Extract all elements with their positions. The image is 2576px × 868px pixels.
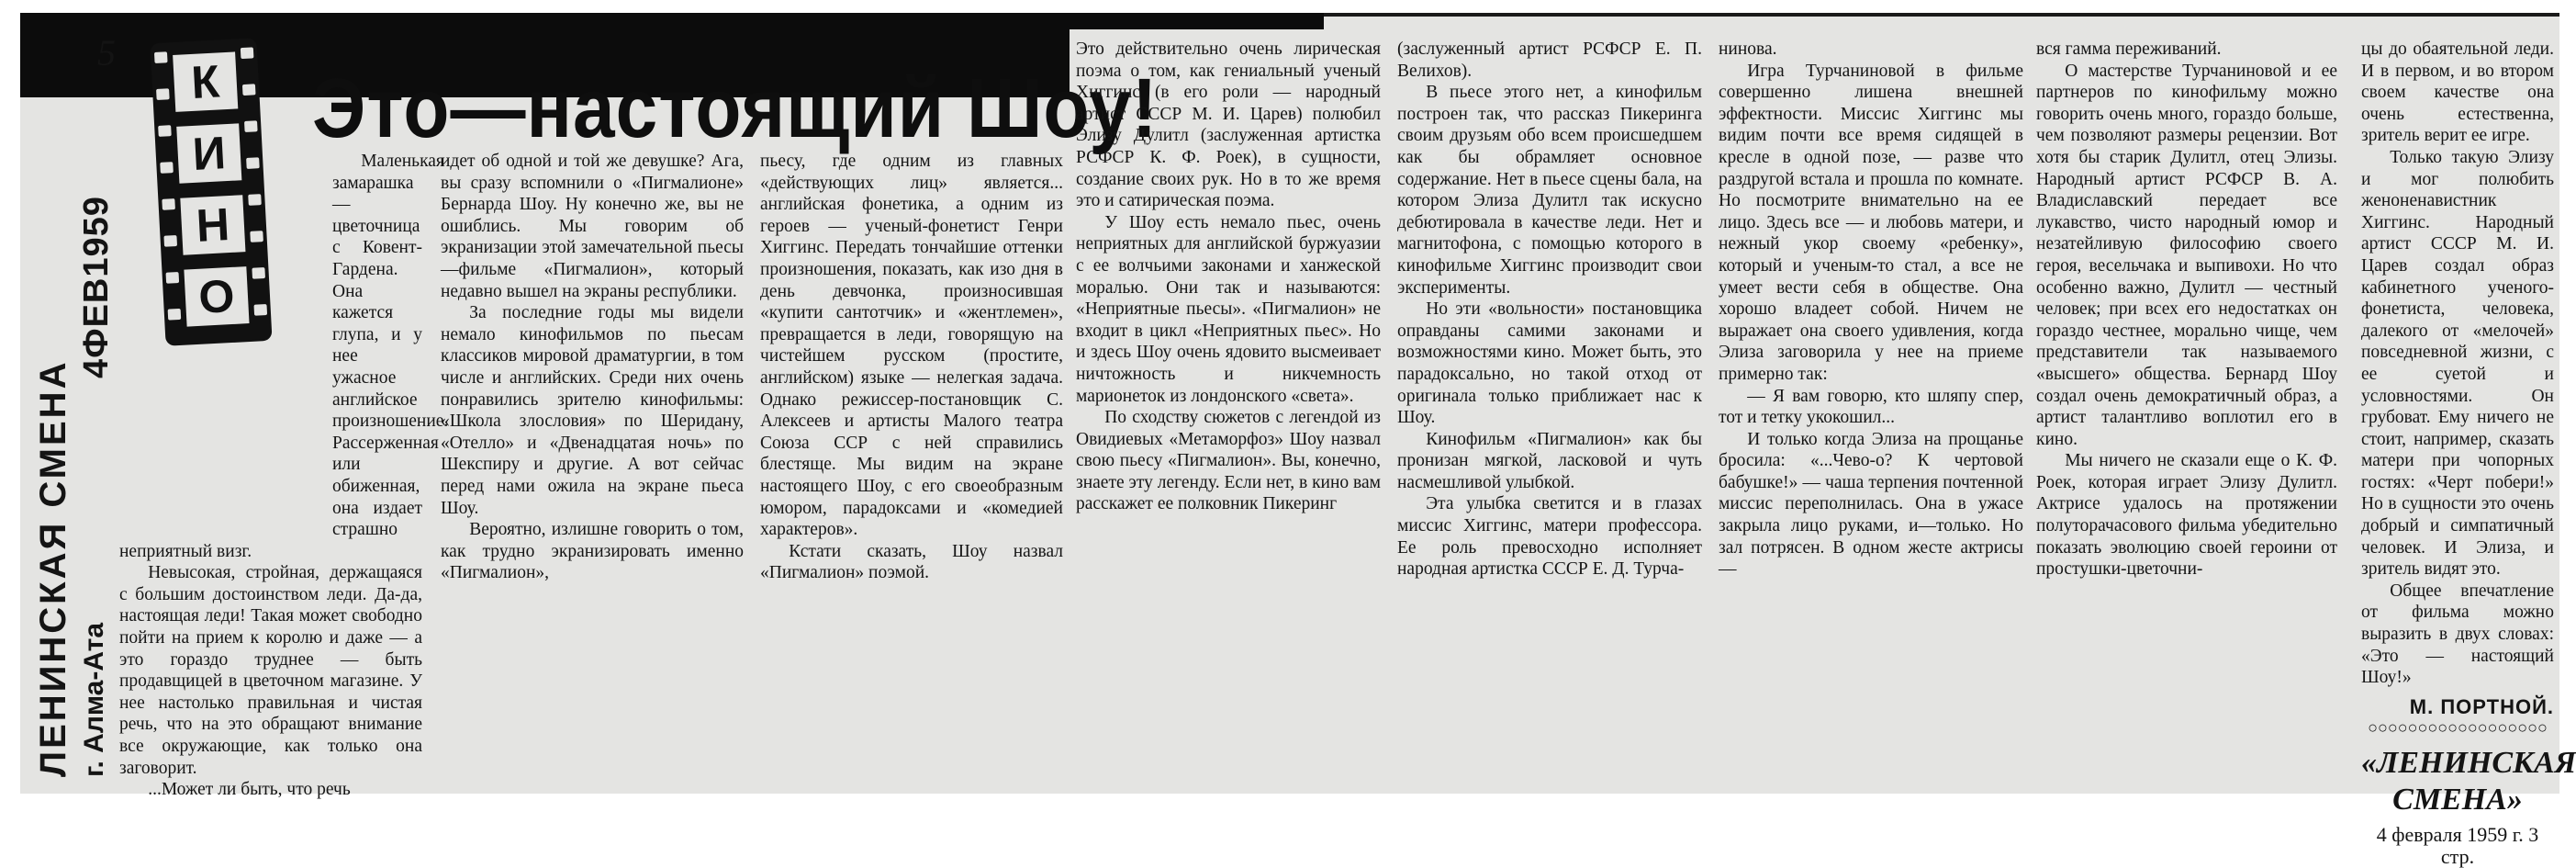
column-8 (2361, 39, 2576, 868)
corner-mark: 5 (97, 32, 116, 73)
vertical-paper-name: ЛЕНИНСКАЯ СМЕНА (33, 359, 73, 777)
paragraph: И только когда Элиза на прощанье бросила: «...Чево-о? К чертовой бабушке!» — чаша терпения почтенной миссис переполнилась. Она в ужасе закрыла лицо руками, и—только. Но зал потрясен. В одном жесте актрисы — (1719, 429, 2023, 580)
paragraph: У Шоу есть немало пьес, очень неприятных для английской буржуазии с ее волчьими законами и ханжеской моралью. Они так и называются: «Неприятные пьесы». «Пигмалион» не входит в цикл «Неприятных пьес». Но и здесь Шоу очень ядовито высмеивает ничтожность и никчемность марионеток из лондонского «света». (1076, 212, 1381, 406)
column-6 (1719, 39, 2023, 792)
scan-edge-top-right (1324, 13, 2559, 17)
paragraph: Кинофильм «Пигмалион» как бы пронизан мягкой, ласковой и чуть насмешливой улыбкой. (1397, 429, 1702, 492)
paragraph: За последние годы мы видели немало кинофильмов по пьесам классиков мировой драматургии, в том числе и английских. Среди них очень понравились зрителю кинофильмы: «Школа злословия» по Шеридану, «Отелло» и «Двенадцатая ночь» по Шекспиру и другие. А вот сейчас перед нами ожила на экране пьеса Шоу. (441, 303, 744, 518)
paragraph: — Я вам говорю, кто шляпу спер, тот и тетку укокошил... (1719, 386, 2023, 428)
paragraph: вся гамма переживаний. (2036, 39, 2222, 59)
paragraph: Вероятно, излишне говорить о том, как трудно экранизировать именно «Пигмалион», (441, 520, 744, 583)
author-signature: М. ПОРТНОЙ. (2409, 694, 2554, 718)
paragraph: Мы ничего не сказали еще о К. Ф. Роек, которая играет Элизу Дулитл. Актрисе удалось на протяжении полуторачасового фильма убедительно показать эволюцию своей героини от простушки-цветочни- (2036, 451, 2337, 580)
film-letter: К (173, 51, 238, 111)
column-2 (441, 151, 744, 794)
ornament-divider: ○○○○○○○○○○○○○○○○○○ (2368, 718, 2548, 738)
paragraph: нинова. (1719, 39, 1777, 59)
column-5 (1397, 39, 1702, 792)
paragraph: О мастерстве Турчаниновой и ее партнеров по кинофильму можно говорить очень много, гораздо больше, чем позволяют размеры рецензии. Вот хотя бы старик Дулитл, отец Элизы. Народный артист РСФСР В. А. Владиславский передает все лукавство, чисто народный юмор и незатейливую философию своего героя, весельчака и выпивохи. Но что особенно важно, Дулитл — честный человек; при всех его недостатках он гораздо честнее, морально чище, чем представители так называемого «высшего» общества. Бернард Шоу создал очень демократичный образ, а артист талантливо воплотил его в кино. (2036, 61, 2337, 449)
column-7 (2036, 39, 2337, 792)
paragraph: Но эти «вольности» постановщика оправданы самими законами и возможностями кино. Может быть, это парадоксально, но такой отход от оригинала только приближает нас к Шоу. (1397, 299, 1702, 428)
paragraph: Невысокая, стройная, держащаяся с большим достоинством леди. Да-да, настоящая леди! Такая может свободно пойти на прием к королю и даже — а это гораздо труднее — быть продавщицей в цветочном магазине. У нее настолько правильная и чистая речь, что на это обращают внимание все окружающие, как только она заговорит. (119, 563, 422, 778)
article-headline: Это—настоящий Шоу! (312, 62, 1159, 156)
paragraph: Только такую Элизу и мог полюбить женоненавистник Хиггинс. Народный артист СССР М. И. Царев создал образ кабинетного ученого-фонетиста, человека, далекого от «мелочей» повседневной жизни, с ее суетой и условностями. Он грубоват. Ему ничего не стоит, например, сказать матери при чопорных гостях: «Черт побери!» Но в сущности это очень добрый и симпатичный человек. И Элиза, и зритель видят это. (2361, 147, 2554, 580)
paragraph: Игра Турчаниновой в фильме совершенно лишена внешней эффектности. Миссис Хиггинс мы видим почти все время сидящей в кресле в одной позе, — разве что раздругой встала и прошла по комнате. Но посмотрите внимательно на ее лицо. Здесь все — и любовь матери, и нежный укор своему «ребенку», который и ученым-то стал, а все не умеет вести себя в обществе. Она хорошо владеет собой. Ничем не выражает она своего удивления, когда Элиза заговорила у нее на приеме примерно так: (1719, 61, 2023, 384)
film-letter: Н (180, 195, 245, 254)
paragraph: Это действительно очень лирическая поэма о том, как гениальный ученый Хиггинс (в его роли — народный артист СССР М. И. Царев) полюбил Элизу Дулитл (заслуженная артистка РСФСР К. Ф. Роек), в сущности, создание своих рук. Но в то же время это и сатирическая поэма. (1076, 39, 1381, 211)
date-stamp: 4ФЕВ1959 (77, 196, 116, 378)
source-newspaper: «ЛЕНИНСКАЯ СМЕНА» (2361, 746, 2576, 817)
paragraph: Маленькая замарашка — цветочница с Ковент-Гардена. Она кажется глупа, и у нее ужасное английское произношение. Рассерженная или обиженная, она издает страшно (332, 152, 449, 540)
column-3 (760, 151, 1063, 794)
film-letter: О (184, 266, 249, 326)
newspaper-clipping (20, 13, 2576, 868)
paragraph: Общее впечатление от фильма можно выразить в двух словах: «Это — настоящий Шоу!» (2361, 581, 2554, 688)
paragraph: Кстати сказать, Шоу назвал «Пигмалион» поэмой. (760, 541, 1063, 583)
paragraph: неприятный визг. (119, 541, 252, 561)
column-4 (1076, 39, 1381, 792)
source-date: 4 февраля 1959 г. 3 стр. (2376, 823, 2539, 868)
paragraph: В пьесе этого нет, а кинофильм построен так, что рассказ Пикеринга своим друзьям обо всем происшедшем как бы обрамляет основное содержание. Нет в пьесе сцены бала, на котором Элиза Дулитл так искусно дебютировала в качестве леди. Нет и магнитофона, с помощью которого в кинофильме Хиггинс производит свои эксперименты. (1397, 83, 1702, 298)
vertical-margin (29, 13, 114, 794)
paragraph: идет об одной и той же девушке? Ага, вы сразу вспомнили о «Пигмалионе» Бернарда Шоу. Ну конечно же, вы не ошиблись. Мы говорим об экранизации этой замечательной пьесы—фильме «Пигмалион», который недавно вышел на экраны республики. (441, 152, 744, 301)
paragraph: цы до обаятельной леди. И в первом, и во втором своем качестве она очень естественна, зритель верит ее игре. (2361, 39, 2554, 146)
paragraph: По сходству сюжетов с легендой из Овидиевых «Метаморфоз» Шоу назвал свою пьесу «Пигмалион». Вы, конечно, знаете эту легенду. Если нет, в кино вам расскажет ее полковник Пикеринг (1076, 408, 1381, 514)
paragraph: (заслуженный артист РСФСР Е. П. Велихов). (1397, 39, 1702, 81)
paragraph: ...Может ли быть, что речь (148, 780, 351, 800)
film-letter: И (176, 123, 241, 183)
paragraph: Эта улыбка светится и в глазах миссис Хиггинс, матери профессора. Ее роль превосходно исполняет народная артистка СССР Е. Д. Турча- (1397, 494, 1702, 580)
paragraph: пьесу, где одним из главных «действующих лиц» является... английская фонетика, а одним из героев — ученый-фонетист Генри Хиггинс. Передать тончайшие оттенки произношения, показать, как изо дня в день девчонка, произносившая «купити сантотчик» и «жентлемен», превращается в леди, говорящую на чистейшем русском (простите, английском) языке — нелегкая задача. Однако режиссер-постановщик С. Алексеев и артисты Малого театра Союза ССР с ней справились блестяще. Мы видим на экране настоящего Шоу, с его своеобразным юмором, парадоксами и «комедией характеров». (760, 152, 1063, 540)
vertical-city: г. Алма-Ата (79, 622, 109, 777)
column-1 (119, 151, 449, 800)
